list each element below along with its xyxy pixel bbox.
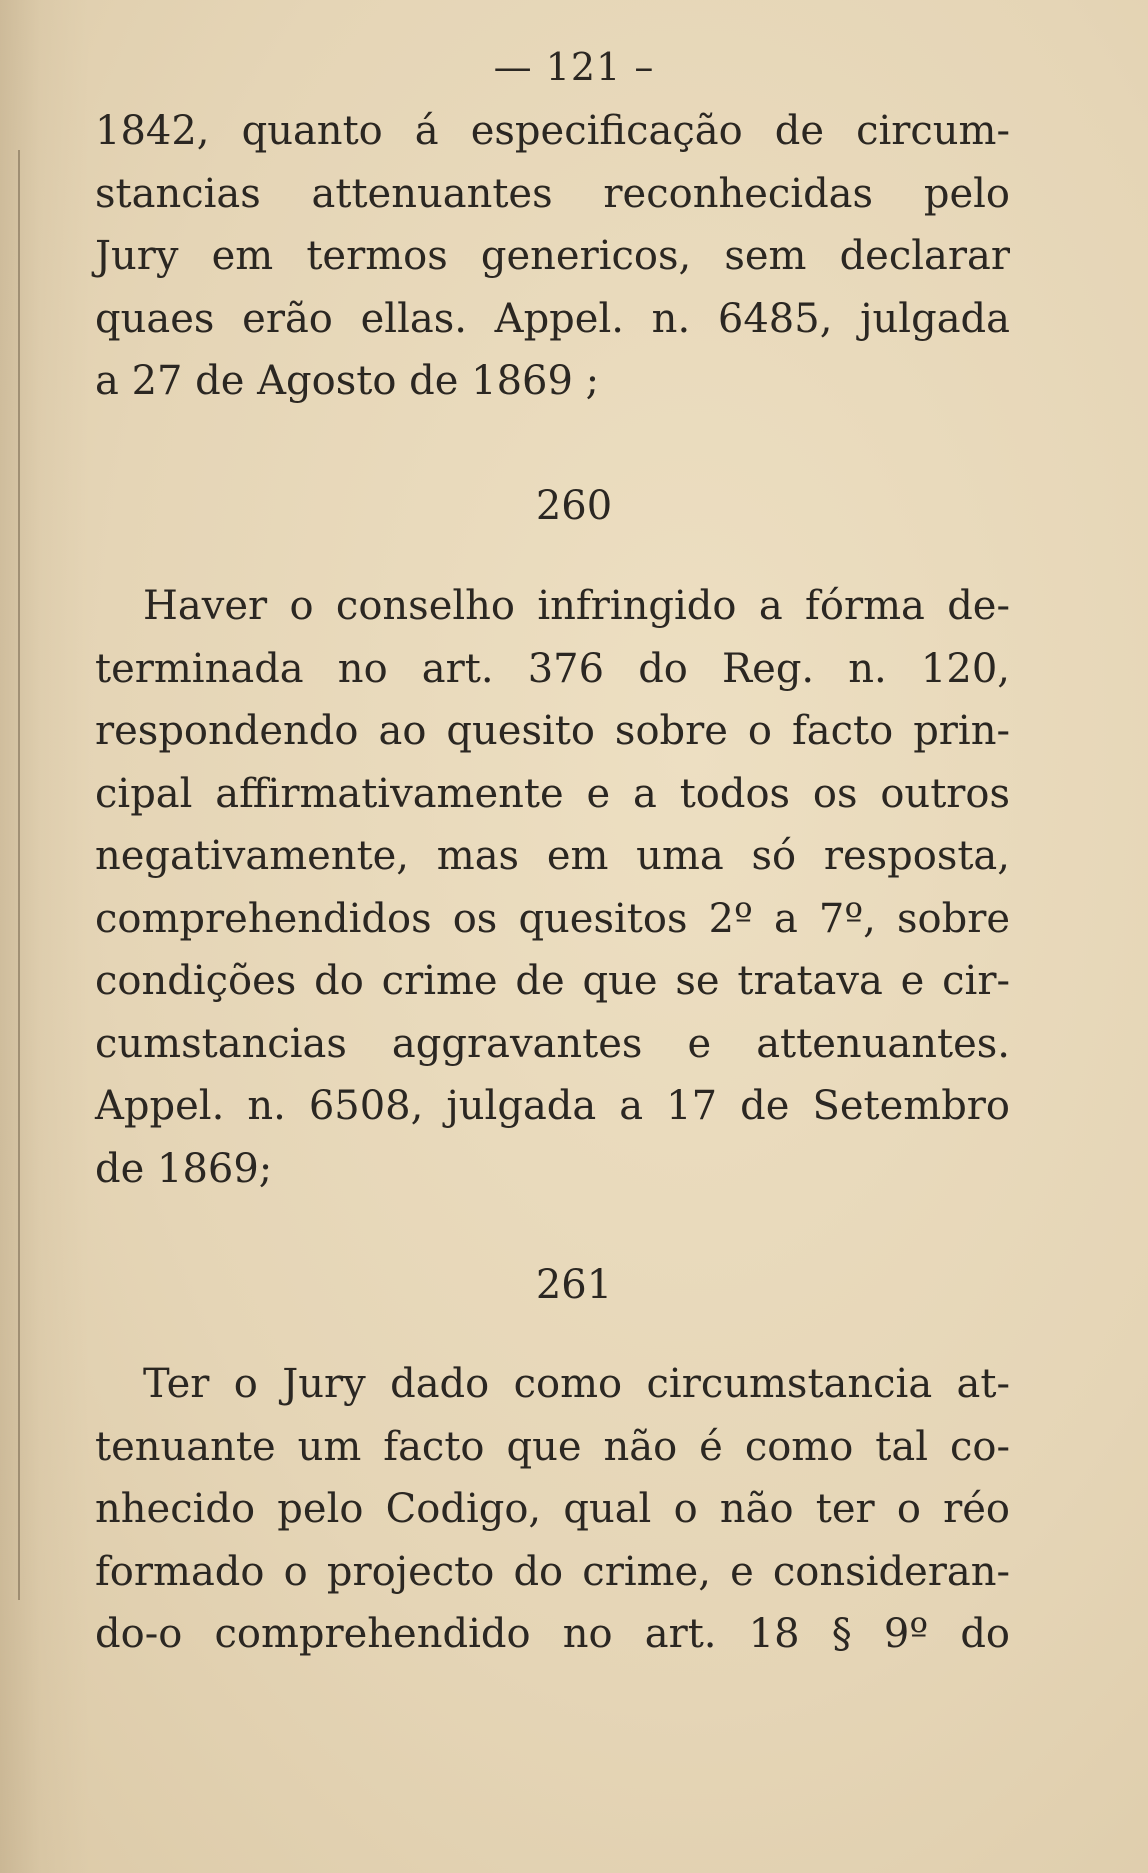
section-261-paragraph [95,1353,1010,1666]
page-number: — 121 – [493,45,655,89]
text-line: quaes erão ellas. Appel. n. 6485, julgada [95,295,1010,342]
text-line: cipal affirmativamente e a todos os outros [95,770,1010,817]
section-260-paragraph [95,575,1010,1200]
text-line: formado o projecto do crime, e consideran- [95,1548,1010,1595]
text-line: Haver o conselho infringido a fórma de- [143,583,1010,629]
text-line: nhecido pelo Codigo, qual o não ter o réo [95,1486,1010,1532]
text-line: do-o comprehendido no art. 18 § 9º do [95,1611,1010,1657]
text-line: respondendo ao quesito sobre o facto prin- [95,708,1010,754]
text-line: terminada no art. 376 do Reg. n. 120, [95,645,1010,692]
page-gutter-edge [18,150,20,1600]
text-line: de 1869; [95,1145,273,1192]
section-number-260: 260 [535,483,613,529]
continuation-paragraph [95,100,1010,413]
text-line: negativamente, mas em uma só resposta, [95,833,1010,879]
text-line: 1842, quanto á especificação de circum- [95,108,1010,154]
text-line: condições do crime de que se tratava e cir- [95,958,1010,1004]
section-number-261: 261 [535,1262,613,1308]
text-line: Ter o Jury dado como circumstancia at- [143,1361,1010,1407]
text-line: Jury em termos genericos, sem declarar [95,233,1010,279]
text-line: Appel. n. 6508, julgada a 17 de Setembro [95,1083,1010,1129]
text-line: a 27 de Agosto de 1869 ; [95,358,600,404]
text-line: tenuante um facto que não é como tal co- [95,1423,1010,1470]
text-line: cumstancias aggravantes e attenuantes. [95,1020,1010,1067]
text-line: stancias attenuantes reconhecidas pelo [95,170,1010,217]
text-line: comprehendidos os quesitos 2º a 7º, sobre [95,895,1010,942]
